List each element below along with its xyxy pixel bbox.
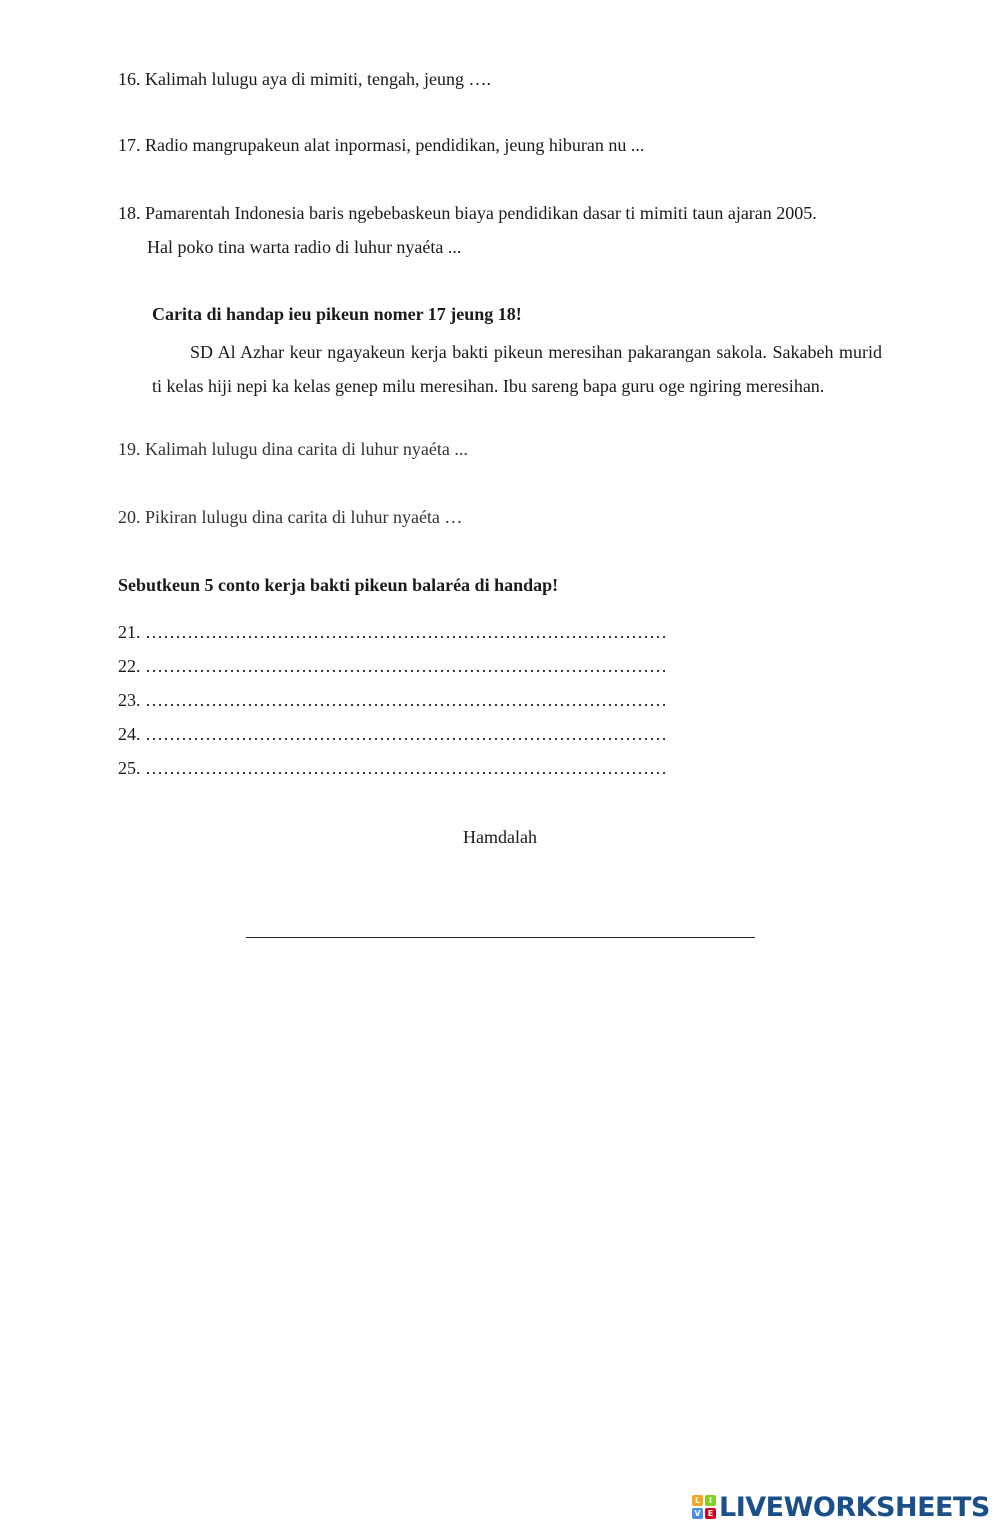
closing-text: Hamdalah xyxy=(463,827,537,847)
logo-tile-1: L xyxy=(692,1495,703,1506)
question-18-line-1: 18. Pamarentah Indonesia baris ngebebaskeun biaya pendidikan dasar ti mimiti taun ajaran 2005. xyxy=(118,203,817,223)
liveworksheets-logo-text: LIVEWORKSHEETS xyxy=(719,1491,990,1523)
list-heading: Sebutkeun 5 conto kerja bakti pikeun balaréa di handap! xyxy=(118,575,559,595)
logo-tile-4: E xyxy=(705,1508,716,1519)
answer-line-22: 22. …………………………………………………………………………… xyxy=(118,656,667,676)
logo-tile-3: V xyxy=(692,1508,703,1519)
question-16: 16. Kalimah lulugu aya di mimiti, tengah, jeung …. xyxy=(118,69,491,89)
question-18-line-2: Hal poko tina warta radio di luhur nyaéta ... xyxy=(147,237,462,257)
story-body: SD Al Azhar keur ngayakeun kerja bakti pikeun meresihan pakarangan sakola. Sakabeh murid ti kelas hiji nepi ka kelas genep milu meresihan. Ibu sareng bapa guru oge ngiring meresihan. xyxy=(152,342,882,396)
logo-tile-2: I xyxy=(705,1495,716,1506)
divider-line xyxy=(246,937,755,938)
story-heading: Carita di handap ieu pikeun nomer 17 jeung 18! xyxy=(152,304,522,324)
question-17: 17. Radio mangrupakeun alat inpormasi, pendidikan, jeung hiburan nu ... xyxy=(118,135,645,155)
answer-line-25: 25. …………………………………………………………………………… xyxy=(118,758,667,778)
liveworksheets-logo-icon xyxy=(692,1495,716,1519)
question-20: 20. Pikiran lulugu dina carita di luhur nyaéta … xyxy=(118,507,463,527)
answer-line-21: 21. …………………………………………………………………………… xyxy=(118,622,667,642)
liveworksheets-logo xyxy=(692,1491,990,1523)
answer-line-24: 24. …………………………………………………………………………… xyxy=(118,724,667,744)
answer-line-23: 23. …………………………………………………………………………… xyxy=(118,690,667,710)
question-19: 19. Kalimah lulugu dina carita di luhur nyaéta ... xyxy=(118,439,468,459)
